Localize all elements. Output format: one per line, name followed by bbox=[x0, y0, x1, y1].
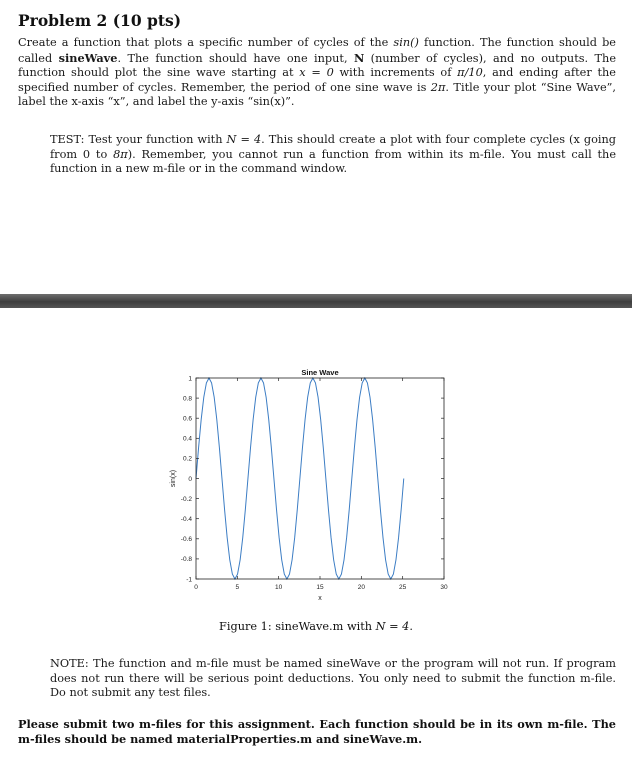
figure-caption: Figure 1: sineWave.m with N = 4. bbox=[219, 620, 413, 633]
x-tick-label: 30 bbox=[440, 584, 448, 591]
start-value: x = 0 bbox=[299, 66, 334, 80]
input-name-bold: N bbox=[353, 50, 365, 65]
separator-bar bbox=[0, 294, 632, 308]
test-equation: N = 4 bbox=[226, 133, 262, 146]
note-text: NOTE: The function and m-file must be named sineWave or the program will not run. If program does not run there will be serious point deductions. You only need to submit the function m-file. Do not submit any test files. bbox=[50, 657, 616, 700]
x-axis-label: x bbox=[318, 595, 322, 602]
y-tick-label: -0.4 bbox=[180, 516, 192, 523]
y-tick-label: 0.4 bbox=[182, 435, 192, 443]
test-instructions: TEST: Test your function with N = 4. This should create a plot with four complete cycles (x going from 0 to 8π). Remember, you cannot run a function from within its m-file. You must call the function in a new m-file or in the command window. bbox=[50, 133, 617, 176]
y-tick-label: -0.8 bbox=[180, 556, 192, 564]
increment-value: π/10 bbox=[457, 66, 483, 80]
y-axis-label: sin(x) bbox=[170, 469, 177, 488]
problem-heading: Problem 2 (10 pts) bbox=[18, 11, 182, 30]
range-end: 8π bbox=[113, 147, 128, 161]
y-tick-label: 1 bbox=[188, 375, 192, 383]
y-tick-label: -0.2 bbox=[180, 495, 192, 503]
y-tick-label: 0.8 bbox=[182, 395, 192, 403]
caption-equation: N = 4 bbox=[375, 620, 410, 633]
submission-instructions: Please submit two m-files for this assignment. Each function should be in its own m-file. The m-files should be named materialProperties.m and sineWave.m. bbox=[18, 717, 616, 746]
x-tick-label: 25 bbox=[399, 584, 407, 591]
x-tick-label: 0 bbox=[194, 584, 198, 591]
x-tick-label: 15 bbox=[316, 584, 324, 591]
y-tick-label: 0.2 bbox=[182, 455, 192, 463]
y-tick-label: 0.6 bbox=[182, 415, 192, 423]
sin-function-name: sin() bbox=[393, 36, 419, 49]
problem-description: Create a function that plots a specific number of cycles of the sin() function. The function should be called sineWave. The function should have one input, N (number of cycles), and no outputs. The function should plot the sine wave starting at x = 0 with increments of π/10, and ending after the specified number of cycles. Remember, the period of one sine wave is 2π. Title your plot “Sine Wave”, label the x-axis “x”, and label the y-axis “sin(x)”. bbox=[18, 36, 617, 109]
y-tick-label: -1 bbox=[186, 576, 192, 584]
y-tick-label: -0.6 bbox=[180, 536, 192, 544]
plot-area-box bbox=[196, 378, 444, 579]
x-tick-label: 10 bbox=[275, 584, 283, 591]
x-tick-label: 20 bbox=[357, 584, 365, 591]
chart-title: Sine Wave bbox=[301, 368, 339, 377]
sine-wave-figure bbox=[164, 364, 464, 614]
x-tick-label: 5 bbox=[235, 584, 240, 591]
y-tick-label: 0 bbox=[188, 475, 192, 483]
sine-wave-chart bbox=[164, 364, 464, 614]
period-value: 2π bbox=[430, 80, 446, 94]
sine-series-line bbox=[196, 378, 404, 579]
function-name-bold: sineWave bbox=[58, 50, 118, 65]
